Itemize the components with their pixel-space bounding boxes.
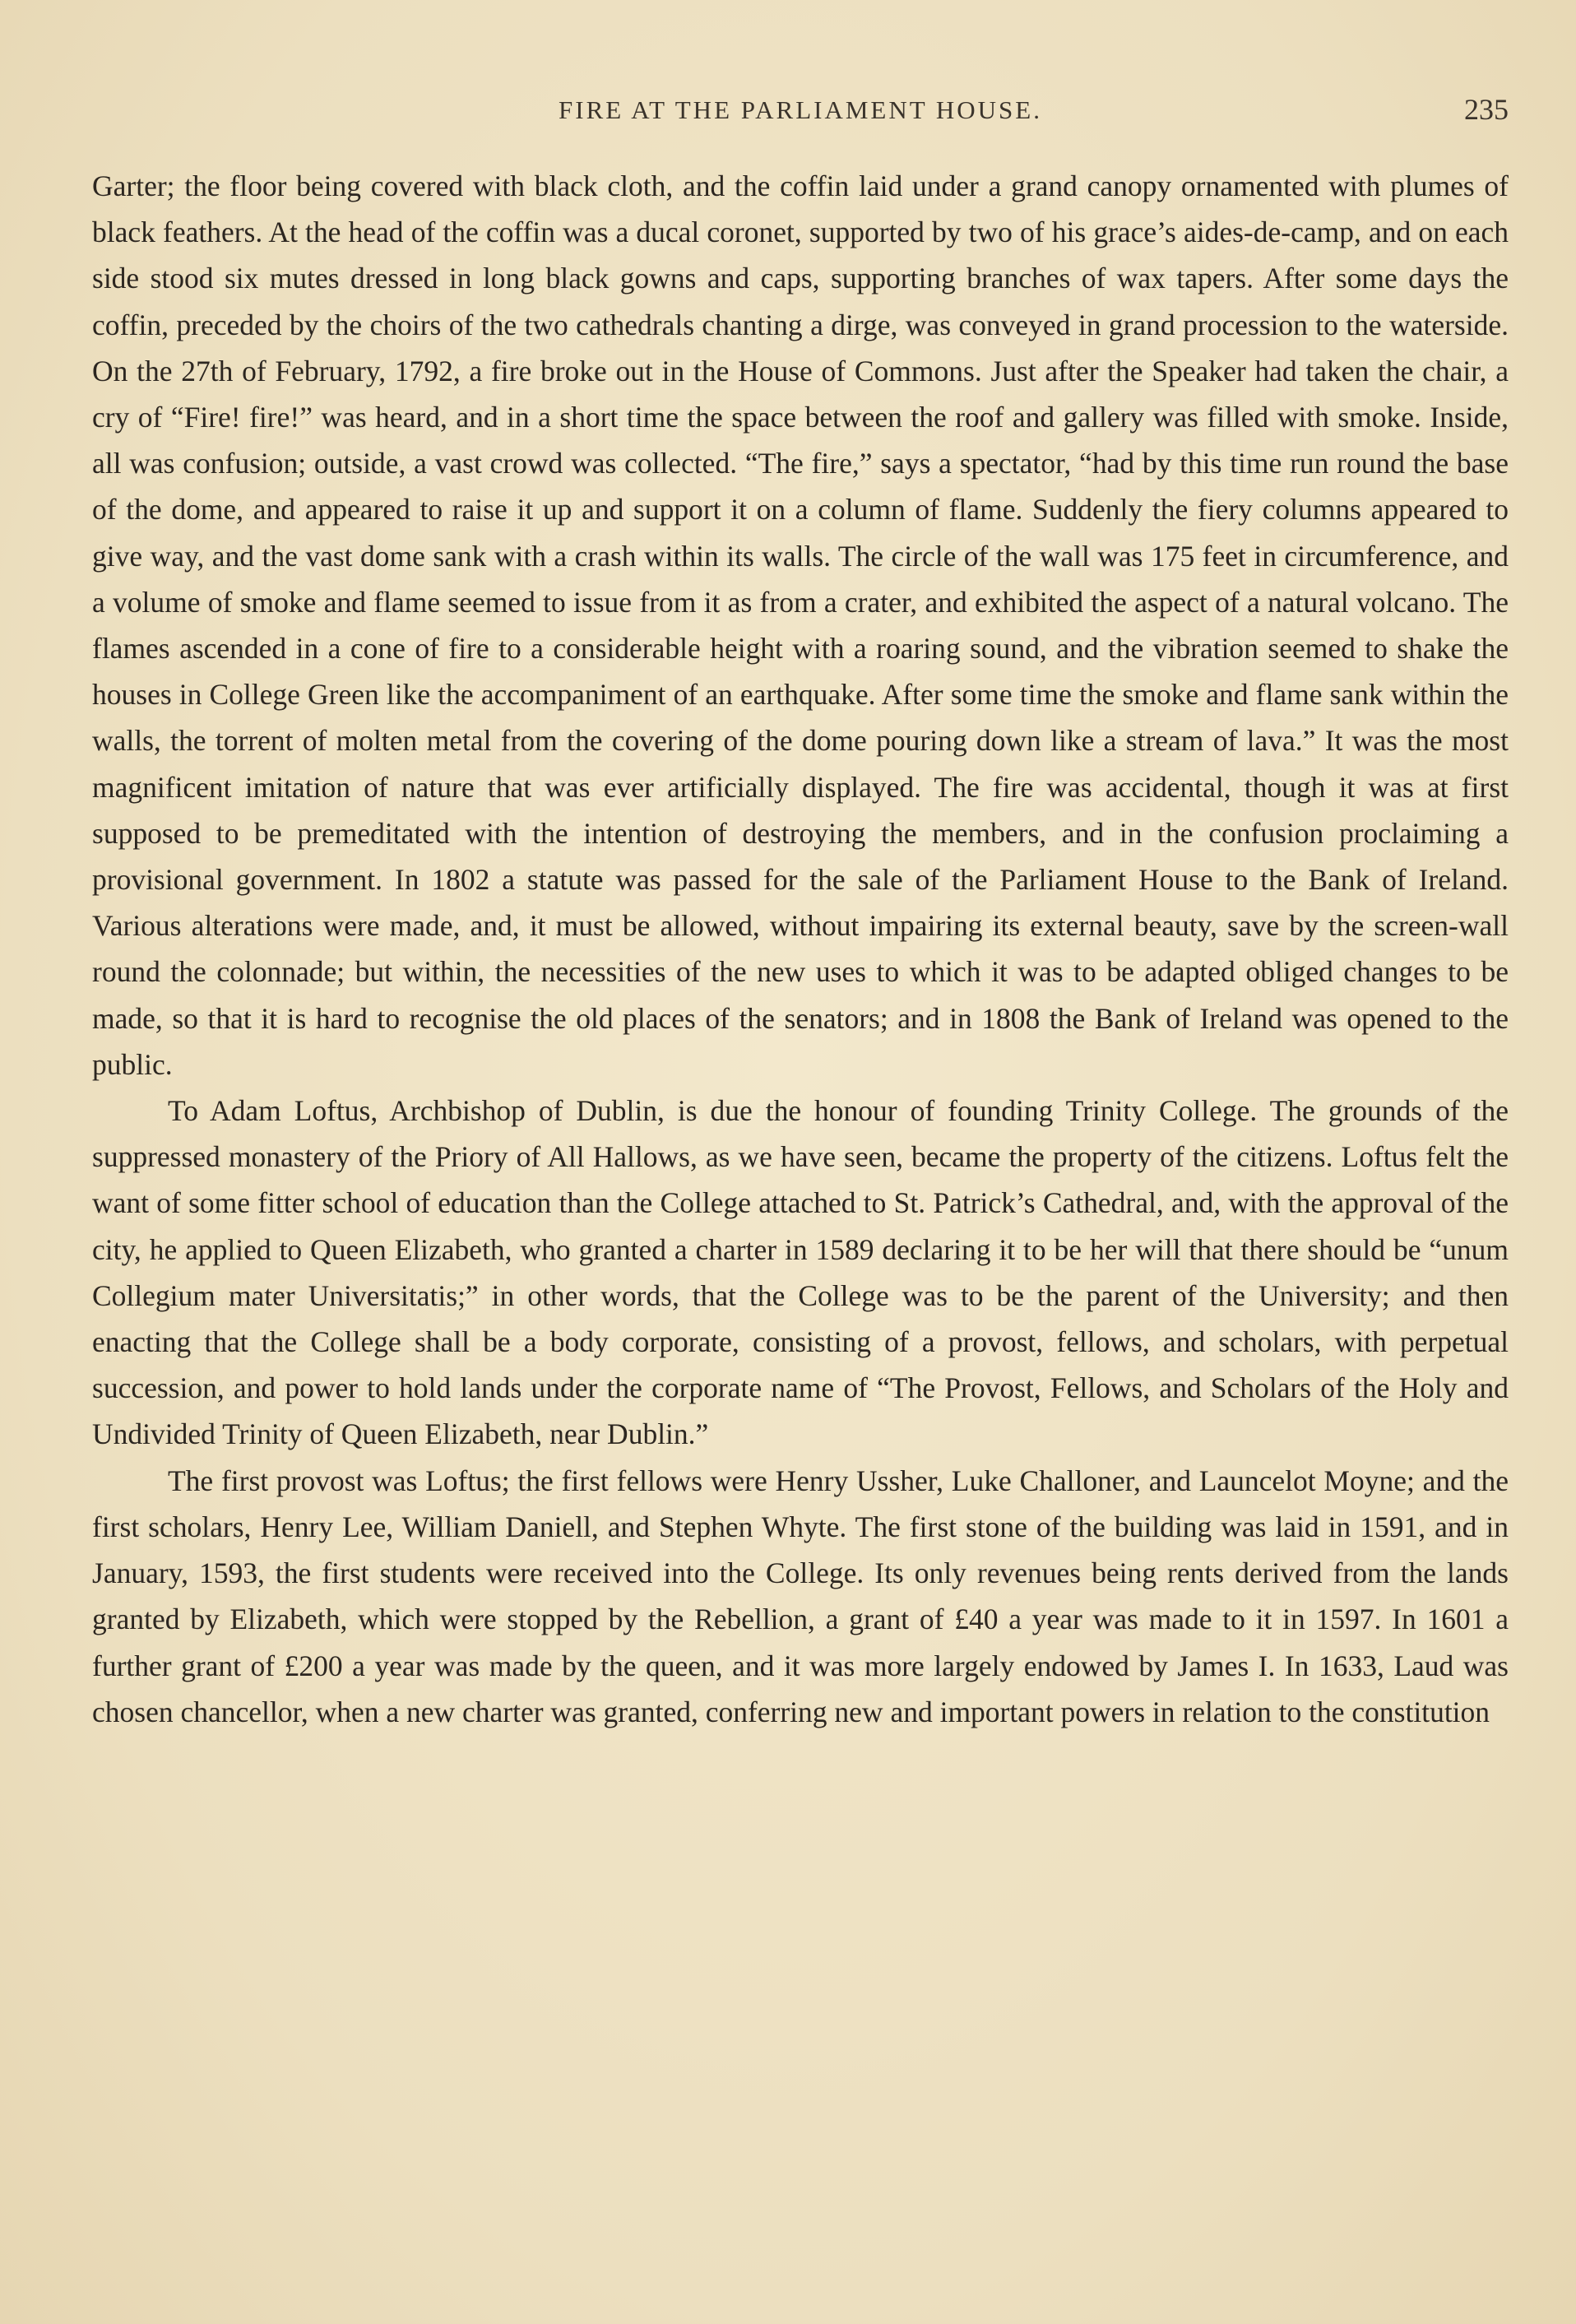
paragraph-first-provost: The first provost was Loftus; the first fellows were Henry Ussher, Luke Challoner, and Launcelot Moyne; and the first scholars, Henry Lee, William Daniell, and Stephen Whyte. The first stone of the building was laid in 1591, and in January, 1593, the first students were received into the College. Its only revenues being rents derived from the lands granted by Elizabeth, which were stopped by the Rebellion, a grant of £40 a year was made to it in 1597. In 1601 a further grant of £200 a year was made by the queen, and it was more largely endowed by James I. In 1633, Laud was chosen chancellor, when a new charter was granted, conferring new and important powers in relation to the constitution bbox=[92, 1464, 1509, 1728]
body-text bbox=[92, 163, 1509, 1735]
page-number: 235 bbox=[1464, 93, 1509, 126]
page-header bbox=[92, 92, 1509, 133]
paragraph-trinity-founding: To Adam Loftus, Archbishop of Dublin, is due the honour of founding Trinity College. The grounds of the suppressed monastery of the Priory of All Hallows, as we have seen, became the property of the citizens. Loftus felt the want of some fitter school of education than the College attached to St. Patrick’s Cathedral, and, with the approval of the city, he applied to Queen Elizabeth, who granted a charter in 1589 declaring it to be her will that there should be “unum Collegium mater Universitatis;” in other words, that the College was to be the parent of the University; and then enacting that the College shall be a body corporate, consisting of a provost, fellows, and scholars, with perpetual succession, and power to hold lands under the corporate name of “The Provost, Fellows, and Scholars of the Holy and Undivided Trinity of Queen Elizabeth, near Dublin.” bbox=[92, 1094, 1509, 1451]
running-title: FIRE AT THE PARLIAMENT HOUSE. bbox=[559, 95, 1042, 124]
paragraph-parliament-fire: Garter; the floor being covered with black cloth, and the coffin laid under a grand canopy ornamented with plumes of black feathers. At the head of the coffin was a ducal coronet, supported by two of his grace’s aides-de-camp, and on each side stood six mutes dressed in long black gowns and caps, supporting branches of wax tapers. After some days the coffin, preceded by the choirs of the two cathedrals chanting a dirge, was conveyed in grand procession to the waterside. On the 27th of February, 1792, a fire broke out in the House of Commons. Just after the Speaker had taken the chair, a cry of “Fire! fire!” was heard, and in a short time the space between the roof and gallery was filled with smoke. Inside, all was confusion; outside, a vast crowd was collected. “The fire,” says a spectator, “had by this time run round the base of the dome, and appeared to raise it up and support it on a column of flame. Suddenly the fiery columns appeared to give way, and the vast dome sank with a crash within its walls. The circle of the wall was 175 feet in circumference, and a volume of smoke and flame seemed to issue from it as from a crater, and exhibited the aspect of a natural volcano. The flames ascended in a cone of fire to a considerable height with a roaring sound, and the vibration seemed to shake the houses in College Green like the accompaniment of an earthquake. After some time the smoke and flame sank within the walls, the torrent of molten metal from the covering of the dome pouring down like a stream of lava.” It was the most magnificent imitation of nature that was ever artificially displayed. The fire was accidental, though it was at first supposed to be premeditated with the intention of destroying the members, and in the confusion proclaiming a provisional government. In 1802 a statute was passed for the sale of the Parliament House to the Bank of Ireland. Various alterations were made, and, it must be allowed, without impairing its external beauty, save by the screen-wall round the colonnade; but within, the necessities of the new uses to which it was to be adapted obliged changes to be made, so that it is hard to recognise the old places of the senators; and in 1808 the Bank of Ireland was opened to the public. bbox=[92, 169, 1509, 1081]
